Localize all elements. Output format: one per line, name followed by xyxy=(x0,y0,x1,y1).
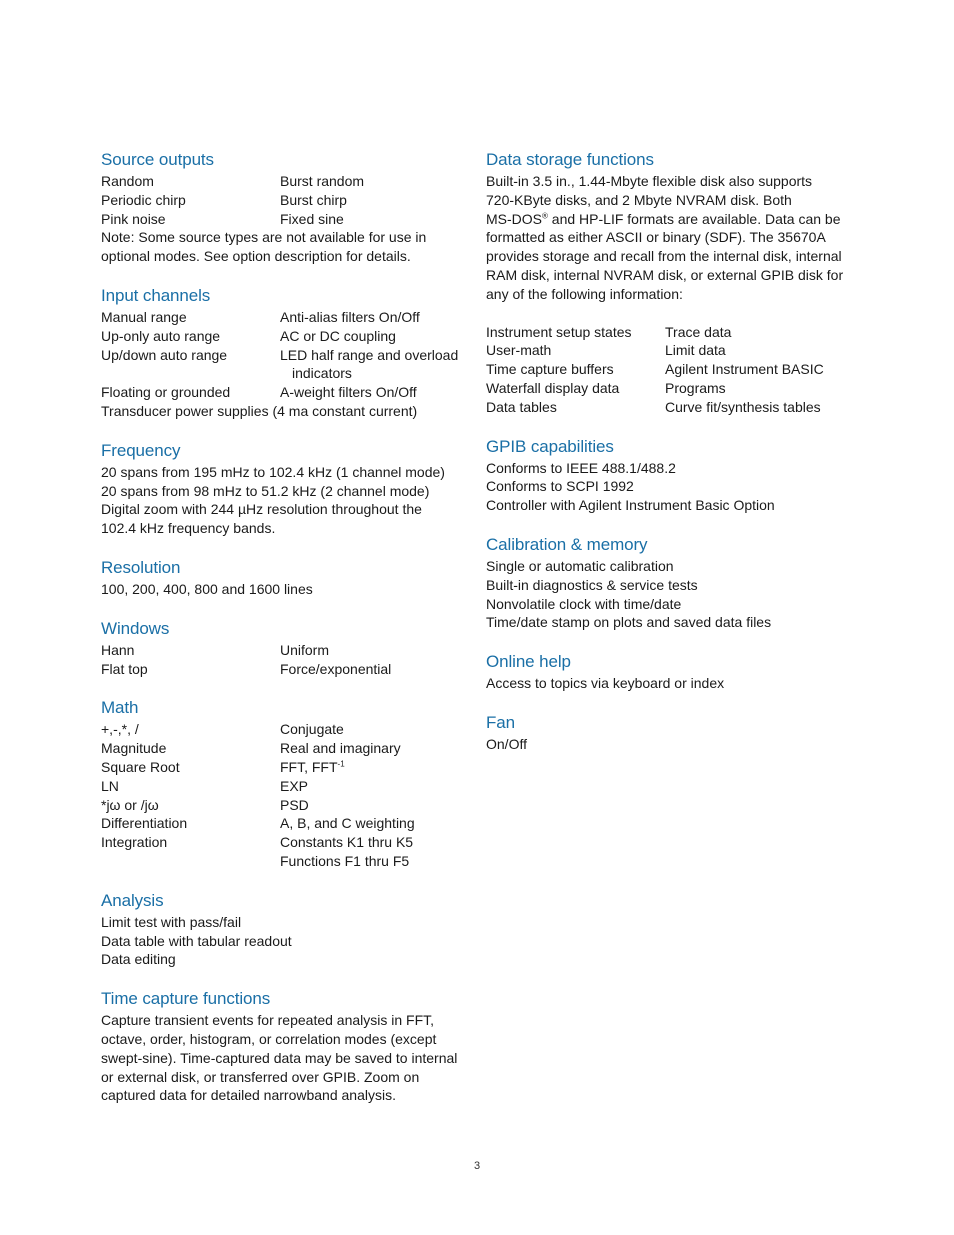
resolution-section xyxy=(101,556,461,599)
list-item: Curve fit/synthesis tables xyxy=(665,398,821,415)
left-column xyxy=(101,148,461,1123)
online-help-section xyxy=(486,650,846,693)
text-line: Digital zoom with 244 µHz resolution throughout the xyxy=(101,501,422,518)
section-title: Time capture functions xyxy=(101,989,271,1009)
list-item xyxy=(101,852,280,871)
list-item: Random xyxy=(101,173,154,189)
text-line: provides storage and recall from the internal disk, internal xyxy=(486,248,842,265)
page-number: 3 xyxy=(473,1160,481,1172)
list-item: Flat top xyxy=(101,660,148,677)
source-outputs-list xyxy=(101,172,461,228)
text-line: Built-in 3.5 in., 1.44-Mbyte flexible disk also supports xyxy=(486,173,813,189)
section-title: Data storage functions xyxy=(486,150,654,169)
gpib-section xyxy=(486,435,846,515)
list-item: Instrument setup states xyxy=(486,323,632,340)
list-item: PSD xyxy=(280,796,309,813)
input-channels-footer: Transducer power supplies (4 ma constant current) xyxy=(101,402,418,419)
section-title: Input channels xyxy=(101,285,211,305)
list-item: Time capture buffers xyxy=(486,361,614,378)
math-list xyxy=(101,720,461,870)
text-line: 720-KByte disks, and 2 Mbyte NVRAM disk. Both xyxy=(486,191,792,208)
list-item: Constants K1 thru K5 xyxy=(280,834,414,851)
list-item: *jω or /jω xyxy=(101,796,159,813)
list-item: Agilent Instrument BASIC xyxy=(665,361,824,378)
list-item: Real and imaginary xyxy=(280,740,401,757)
list-item: Limit data xyxy=(665,342,726,359)
section-title: Frequency xyxy=(101,440,181,460)
section-title: Analysis xyxy=(101,890,164,910)
list-item: Square Root xyxy=(101,758,180,775)
storage-items-list xyxy=(486,323,846,417)
text-line: Data table with tabular readout xyxy=(101,932,292,949)
text-line xyxy=(486,210,846,229)
list-item xyxy=(101,364,280,383)
list-item: Waterfall display data xyxy=(486,379,620,396)
text-line: Access to topics via keyboard or index xyxy=(486,675,725,692)
text-line: Nonvolatile clock with time/date xyxy=(486,595,682,612)
section-title: Windows xyxy=(101,618,170,638)
list-item: LN xyxy=(101,777,119,794)
source-note: Note: Some source types are not available for use in optional modes. See option description for details. xyxy=(101,229,427,265)
list-item: indicators xyxy=(292,365,352,382)
text-line: Conforms to IEEE 488.1/488.2 xyxy=(486,459,676,476)
frequency-section xyxy=(101,439,461,538)
list-item: Burst random xyxy=(280,173,365,189)
list-item: Periodic chirp xyxy=(101,191,186,208)
text-line: octave, order, histogram, or correlation modes (except xyxy=(101,1030,437,1047)
list-item: Differentiation xyxy=(101,815,188,832)
list-item: EXP xyxy=(280,777,309,794)
section-title: Source outputs xyxy=(101,150,214,169)
text-line: On/Off xyxy=(486,735,527,752)
section-title: Calibration & memory xyxy=(486,534,648,554)
list-item: LED half range and overload xyxy=(280,346,459,363)
list-item: Force/exponential xyxy=(280,660,392,677)
list-item: Data tables xyxy=(486,398,557,415)
msdos-rest: and HP-LIF formats are available. Data can be xyxy=(547,210,841,227)
section-title: GPIB capabilities xyxy=(486,436,614,456)
list-item: Fixed sine xyxy=(280,210,344,227)
windows-section xyxy=(101,617,461,679)
registered-mark: ® xyxy=(542,210,548,220)
list-item: Up-only auto range xyxy=(101,327,221,344)
list-item: Burst chirp xyxy=(280,191,347,208)
section-title: Fan xyxy=(486,712,515,732)
analysis-section xyxy=(101,889,461,969)
list-item: Integration xyxy=(101,834,168,851)
spacer xyxy=(486,304,846,323)
text-line: Single or automatic calibration xyxy=(486,557,674,574)
text-line: swept-sine). Time-captured data may be saved to internal xyxy=(101,1049,458,1066)
text-line: any of the following information: xyxy=(486,285,683,302)
text-line: Limit test with pass/fail xyxy=(101,913,242,930)
list-item: Uniform xyxy=(280,641,330,658)
list-item: Floating or grounded xyxy=(101,384,231,401)
list-item: Magnitude xyxy=(101,740,167,757)
list-item: AC or DC coupling xyxy=(280,327,396,344)
source-outputs-section xyxy=(101,148,461,266)
list-item: Pink noise xyxy=(101,210,166,227)
list-item: A, B, and C weighting xyxy=(280,815,415,832)
text-line: captured data for detailed narrowband analysis. xyxy=(101,1087,396,1104)
list-item: +,-,*, / xyxy=(101,721,139,738)
msdos-label: MS-DOS xyxy=(486,210,542,227)
list-item: Programs xyxy=(665,379,726,396)
text-line: 100, 200, 400, 800 and 1600 lines xyxy=(101,580,313,597)
list-item: A-weight filters On/Off xyxy=(280,384,417,401)
section-title: Math xyxy=(101,698,139,718)
list-item xyxy=(280,758,461,777)
input-channels-section xyxy=(101,284,461,421)
list-item: Anti-alias filters On/Off xyxy=(280,308,420,325)
text-line: Built-in diagnostics & service tests xyxy=(486,576,698,593)
text-line: RAM disk, internal NVRAM disk, or external GPIB disk for xyxy=(486,266,844,283)
calibration-section xyxy=(486,533,846,632)
list-item: Trace data xyxy=(665,323,732,340)
text-line: or external disk, or transferred over GPIB. Zoom on xyxy=(101,1068,420,1085)
list-item: Hann xyxy=(101,641,135,658)
text-line: 20 spans from 195 mHz to 102.4 kHz (1 channel mode) xyxy=(101,463,445,480)
text-line: Data editing xyxy=(101,951,176,968)
data-storage-section xyxy=(486,148,846,417)
fft-label: FFT, FFT xyxy=(280,758,338,775)
list-item: Conjugate xyxy=(280,721,344,738)
text-line: 20 spans from 98 mHz to 51.2 kHz (2 channel mode) xyxy=(101,482,430,499)
list-item: User-math xyxy=(486,342,552,359)
right-column xyxy=(486,148,846,772)
text-line: 102.4 kHz frequency bands. xyxy=(101,520,276,537)
section-title: Resolution xyxy=(101,557,181,577)
time-capture-section xyxy=(101,987,461,1105)
text-line: Capture transient events for repeated analysis in FFT, xyxy=(101,1012,435,1029)
fft-superscript: -1 xyxy=(337,759,345,769)
windows-list xyxy=(101,641,461,679)
text-line: Time/date stamp on plots and saved data files xyxy=(486,614,772,631)
input-channels-list xyxy=(101,308,461,402)
fan-section xyxy=(486,711,846,754)
text-line: Controller with Agilent Instrument Basic Option xyxy=(486,497,775,514)
section-title: Online help xyxy=(486,652,571,672)
list-item: Up/down auto range xyxy=(101,346,228,363)
text-line: Conforms to SCPI 1992 xyxy=(486,478,634,495)
list-item: Functions F1 thru F5 xyxy=(280,852,410,869)
list-item: Manual range xyxy=(101,308,187,325)
math-section xyxy=(101,696,461,870)
text-line: formatted as either ASCII or binary (SDF). The 35670A xyxy=(486,229,826,246)
